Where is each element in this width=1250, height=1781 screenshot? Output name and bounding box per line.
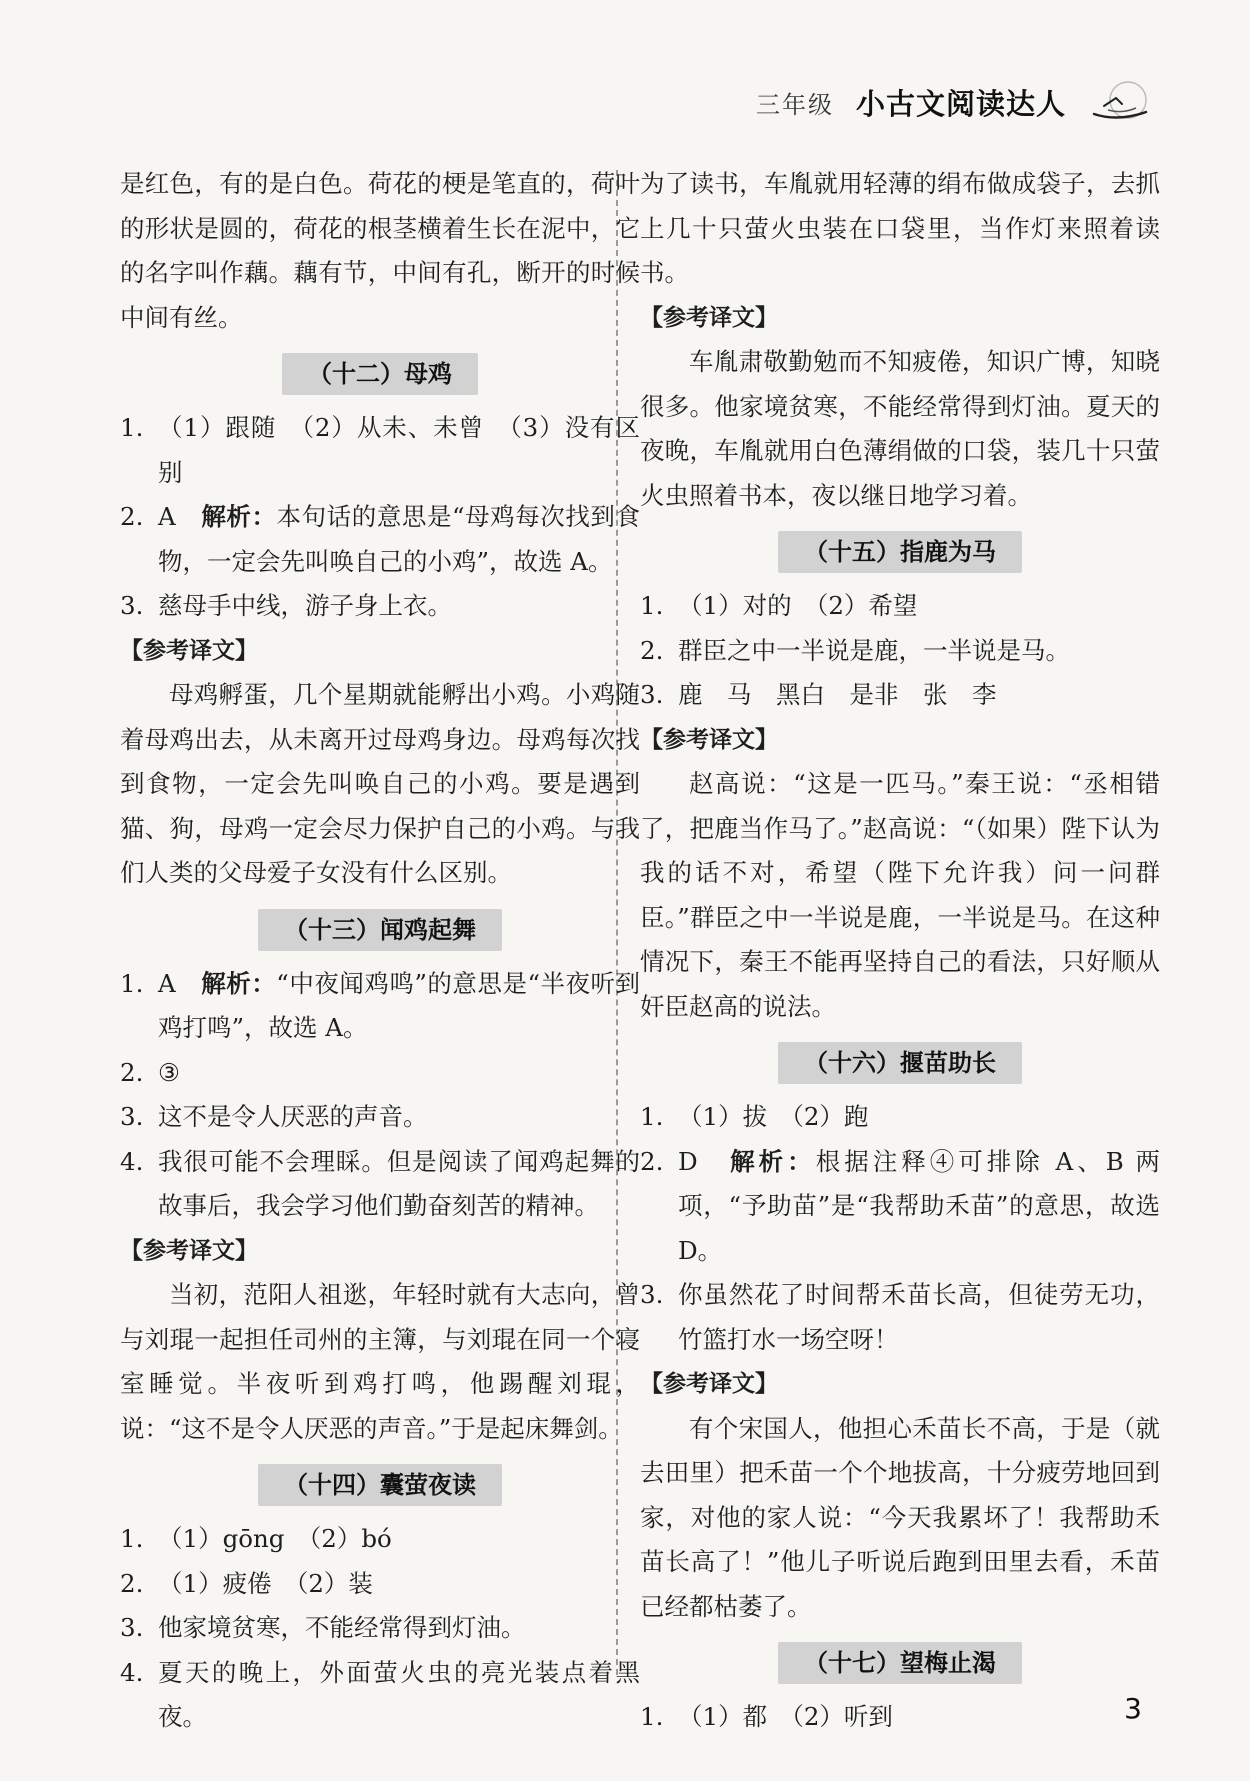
section-title: （十二）母鸡	[282, 353, 478, 395]
analysis-label: 解析：	[201, 502, 277, 531]
answer-item: 3. 这不是令人厌恶的声音。	[120, 1102, 428, 1131]
section-title: （十五）指鹿为马	[778, 531, 1022, 573]
reference-translation-label: 【参考译文】	[640, 304, 778, 331]
section-17-header	[640, 1641, 1160, 1685]
boat-logo-icon	[1088, 78, 1152, 126]
analysis-label: 解析：	[201, 968, 277, 998]
answer-item: 2. D 解析：根据注释④可排除 A、B 两项，“予助苗”是“我帮助禾苗”的意思，故选 D。	[640, 1146, 1161, 1265]
answer-item: 4. 夏天的晚上，外面萤火虫的亮光装点着黑夜。	[120, 1657, 640, 1731]
page-number: 3	[1124, 1692, 1142, 1725]
reference-translation-text: 赵高说：“这是一匹马。”秦王说：“丞相错了，把鹿当作马了。”赵高说：“（如果）陛下认为我的话不对，希望（陛下允许我）问一问群臣。”群臣之中一半说是鹿，一半说是马。在这种情况下，秦王不能再坚持自己的看法，只好顺从奸臣赵高的说法。	[640, 769, 1160, 1021]
reference-translation-label: 【参考译文】	[640, 726, 778, 753]
section-15-header	[640, 530, 1160, 574]
reference-translation-text: 当初，范阳人祖逖，年轻时就有大志向，曾与刘琨一起担任司州的主簿，与刘琨在同一个寝室睡觉。半夜听到鸡打鸣，他踢醒刘琨，说：“这不是令人厌恶的声音。”于是起床舞剑。	[120, 1280, 640, 1443]
answer-item: 3. 慈母手中线，游子身上衣。	[120, 591, 452, 620]
right-intro-text: 为了读书，车胤就用轻薄的绢布做成袋子，去抓上几十只萤火虫装在口袋里，当作灯来照着读书。	[640, 169, 1160, 287]
answer-item: 2. A 解析：本句话的意思是“母鸡每次找到食物，一定会先叫唤自己的小鸡”，故选 A。	[120, 502, 641, 576]
answer-item: 1. A 解析：“中夜闻鸡鸣”的意思是“半夜听到鸡打鸣”，故选 A。	[120, 968, 641, 1042]
page-header	[756, 78, 1152, 126]
section-16-header	[640, 1041, 1160, 1085]
answer-item: 3. 鹿 马 黑白 是非 张 李	[640, 680, 997, 709]
answer-item: 3. 他家境贫寒，不能经常得到灯油。	[120, 1613, 526, 1642]
grade-label: 三年级	[755, 90, 834, 119]
reference-translation-label: 【参考译文】	[640, 1371, 778, 1397]
section-title: （十六）揠苗助长	[778, 1042, 1022, 1084]
section-12-header	[120, 352, 640, 396]
section-title: （十四）囊萤夜读	[258, 1464, 502, 1506]
answer-item: 1. （1）都 （2）听到	[640, 1702, 893, 1731]
reference-translation-text: 有个宋国人，他担心禾苗长不高，于是（就去田里）把禾苗一个个地拔高，十分疲劳地回到家，对他的家人说：“今天我累坏了！我帮助禾苗长高了！”他儿子听说后跑到田里去看，禾苗已经都枯萎了。	[640, 1413, 1160, 1621]
left-intro-text: 是红色，有的是白色。荷花的梗是笔直的，荷叶的形状是圆的，荷花的根茎横着生长在泥中，它的名字叫作藕。藕有节，中间有孔，断开的时候中间有丝。	[120, 169, 640, 332]
section-title: （十三）闻鸡起舞	[258, 909, 502, 951]
analysis-label: 解析：	[730, 1146, 816, 1176]
reference-translation-text: 车胤肃敬勤勉而不知疲倦，知识广博，知晓很多。他家境贫寒，不能经常得到灯油。夏天的夜晚，车胤就用白色薄绢做的口袋，装几十只萤火虫照着书本，夜以继日地学习着。	[640, 347, 1160, 510]
answer-item: 3. 你虽然花了时间帮禾苗长高，但徒劳无功，竹篮打水一场空呀！	[640, 1280, 1160, 1354]
section-title: （十七）望梅止渴	[778, 1642, 1022, 1684]
reference-translation-label: 【参考译文】	[120, 637, 258, 664]
answer-item: 2. ③	[120, 1057, 180, 1087]
reference-translation-label: 【参考译文】	[120, 1237, 258, 1264]
answer-item: 1. （1）跟随 （2）从未、未曾 （3）没有区别	[120, 413, 640, 487]
answer-item: 2. （1）疲倦 （2）装	[120, 1568, 373, 1598]
answer-item: 1. （1）对的 （2）希望	[640, 591, 918, 620]
section-14-header	[120, 1463, 640, 1507]
answer-item: 1. （1）拔 （2）跑	[640, 1102, 869, 1131]
left-column	[120, 162, 640, 1740]
reference-translation-text: 母鸡孵蛋，几个星期就能孵出小鸡。小鸡随着母鸡出去，从未离开过母鸡身边。母鸡每次找到食物，一定会先叫唤自己的小鸡。要是遇到猫、狗，母鸡一定会尽力保护自己的小鸡。与我们人类的父母爱子女没有什么区别。	[120, 680, 640, 887]
book-title: 小古文阅读达人	[855, 86, 1066, 121]
right-column	[640, 162, 1160, 1740]
answer-item: 1. （1）gōng （2）bó	[120, 1524, 392, 1553]
answer-item: 4. 我很可能不会理睬。但是阅读了闻鸡起舞的故事后，我会学习他们勤奋刻苦的精神。	[120, 1146, 640, 1220]
answer-item: 2. 群臣之中一半说是鹿，一半说是马。	[640, 635, 1070, 665]
section-13-header	[120, 908, 640, 952]
